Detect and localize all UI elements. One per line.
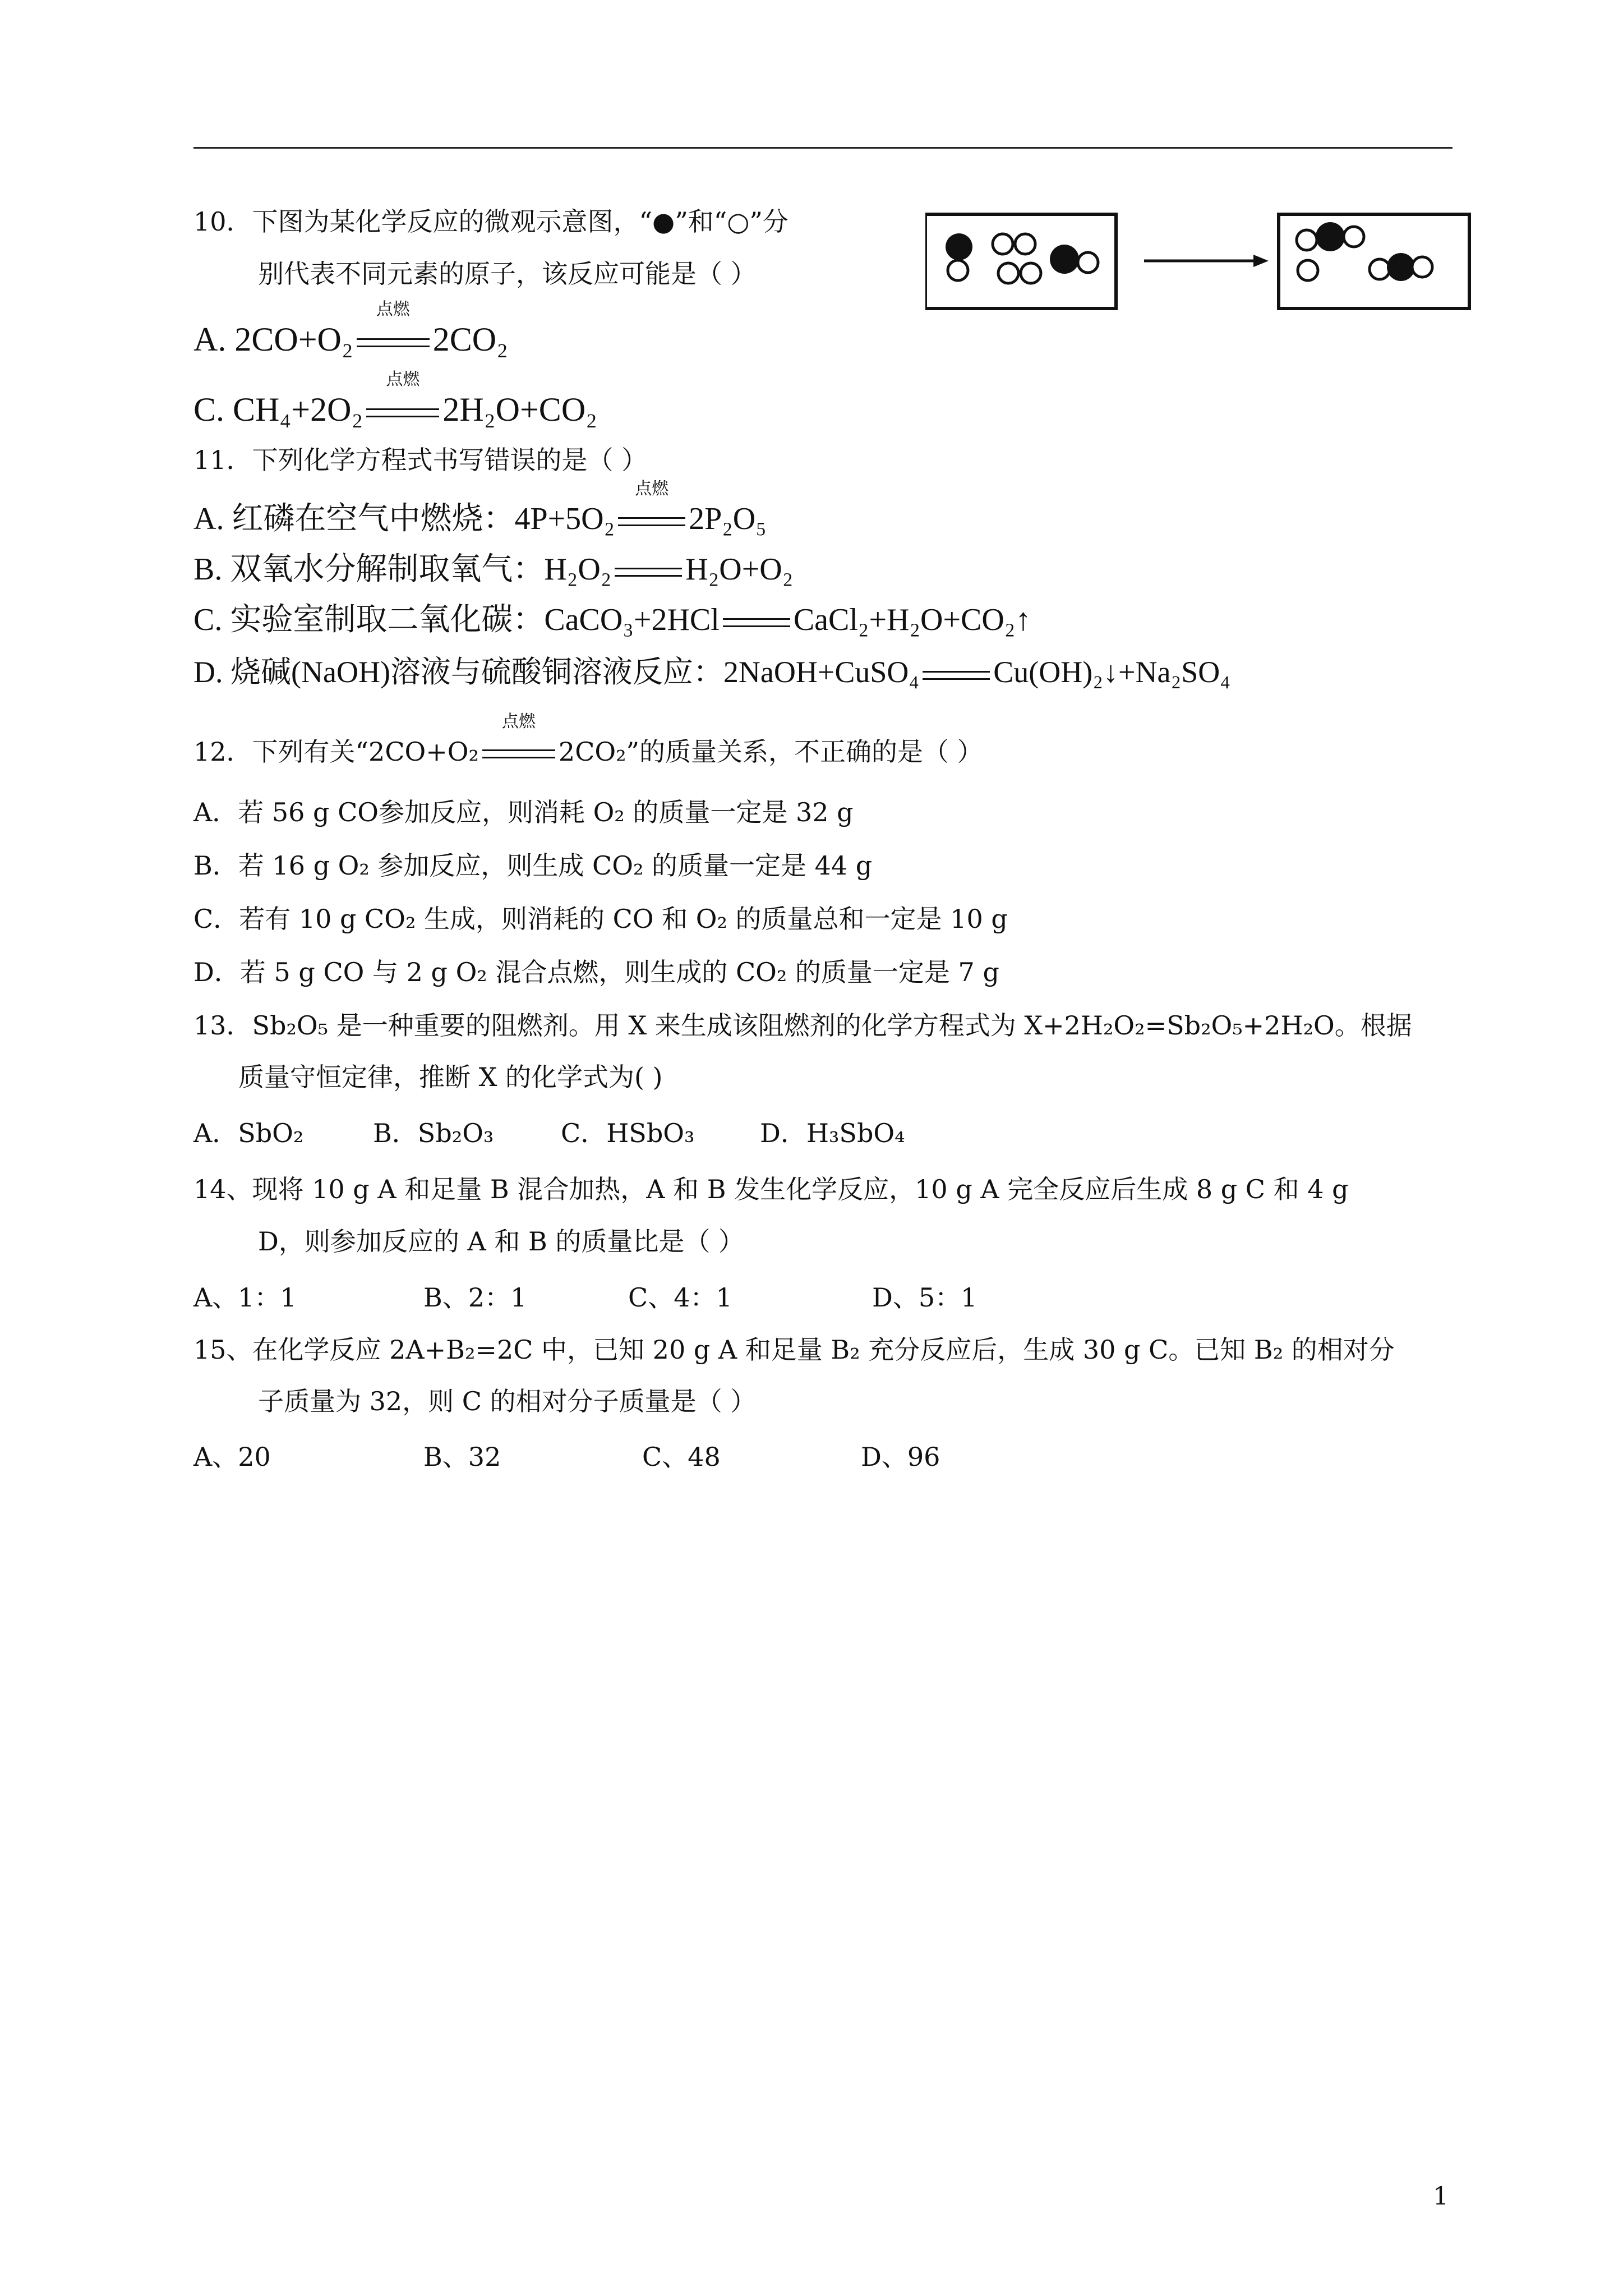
q12-option-d: D．若 5 g CO 与 2 g O₂ 混合点燃，则生成的 CO₂ 的质量一定是 7 g <box>193 957 999 987</box>
equation-reactants: C. 实验室制取二氧化碳：CaCO₃+2HCl <box>193 602 720 637</box>
atom-black <box>1316 222 1345 251</box>
q13-option-c: C．HSbO₃ <box>561 1118 695 1148</box>
condition-label: 点燃 <box>376 300 410 319</box>
q10-option-c <box>193 370 598 428</box>
q10-option-a <box>193 300 509 358</box>
reaction-condition-arrow <box>363 370 442 426</box>
atom-white <box>1370 259 1390 279</box>
equation-reactants: CH₄+2O₂ <box>233 391 363 428</box>
q10-stem-line2: 别代表不同元素的原子，该反应可能是（ ） <box>258 259 757 289</box>
q14-option-a: A、1：1 <box>193 1282 297 1313</box>
stem-suffix: 2CO₂”的质量关系，不正确的是（ ） <box>558 737 983 767</box>
stem-prefix: 12．下列有关“2CO+O₂ <box>193 737 479 767</box>
atom-white <box>1021 263 1041 283</box>
equation-products: 2H₂O+CO₂ <box>442 391 598 428</box>
q10-stem-line1: 10．下图为某化学反应的微观示意图，“●”和“○”分 <box>193 206 789 237</box>
q13-option-d: D．H₃SbO₄ <box>760 1118 905 1148</box>
header-rule <box>193 147 1453 149</box>
q11-option-b <box>193 553 793 586</box>
q13-stem-line2: 质量守恒定律，推断 X 的化学式为( ) <box>238 1062 663 1092</box>
q15-option-d: D、96 <box>861 1442 940 1472</box>
equals-sign <box>720 603 794 637</box>
atom-white <box>1015 234 1035 254</box>
q15-stem-line1: 15、在化学反应 2A+B₂=2C 中，已知 20 g A 和足量 B₂ 充分反应后，生成 30 g C。已知 B₂ 的相对分 <box>193 1335 1395 1365</box>
condition-label: 点燃 <box>635 479 669 499</box>
equals-sign <box>919 655 993 689</box>
q14-option-c: C、4：1 <box>628 1282 732 1313</box>
q13-stem-line1: 13．Sb₂O₅ 是一种重要的阻燃剂。用 X 来生成该阻燃剂的化学方程式为 X+2H₂O₂=Sb₂O₅+2H₂O。根据 <box>193 1010 1412 1041</box>
q15-option-a: A、20 <box>193 1442 271 1472</box>
q14-stem-line2: D，则参加反应的 A 和 B 的质量比是（ ） <box>258 1226 745 1257</box>
q15-option-b: B、32 <box>423 1442 501 1472</box>
equation-products: 2CO₂ <box>432 321 509 358</box>
q14-option-b: B、2：1 <box>423 1282 527 1313</box>
q11-option-d <box>193 655 1230 689</box>
equation-reactants: 2CO+O₂ <box>234 321 353 358</box>
q14-option-d: D、5：1 <box>872 1282 978 1313</box>
q13-option-b: B．Sb₂O₃ <box>373 1118 494 1148</box>
atom-white <box>1412 257 1432 277</box>
atom-white <box>1297 230 1317 250</box>
q11-option-c <box>193 603 1031 637</box>
atom-white <box>1344 227 1364 247</box>
q11-stem: 11．下列化学方程式书写错误的是（ ） <box>193 445 648 475</box>
q12-option-a: A．若 56 g CO参加反应，则消耗 O₂ 的质量一定是 32 g <box>193 797 854 827</box>
equation-reactants: D. 烧碱(NaOH)溶液与硫酸铜溶液反应：2NaOH+CuSO₄ <box>193 655 920 689</box>
equation-products: 2P₂O₅ <box>689 501 767 536</box>
reaction-condition-arrow <box>615 479 689 536</box>
atom-white <box>993 234 1013 254</box>
q15-stem-line2: 子质量为 32，则 C 的相对分子质量是（ ） <box>258 1386 757 1416</box>
q15-option-c: C、48 <box>642 1442 721 1472</box>
q12-stem <box>193 712 983 769</box>
q13-option-a: A．SbO₂ <box>193 1118 304 1148</box>
q12-option-b: B．若 16 g O₂ 参加反应，则生成 CO₂ 的质量一定是 44 g <box>193 850 873 881</box>
q14-stem-line1: 14、现将 10 g A 和足量 B 混合加热，A 和 B 发生化学反应，10 g A 完全反应后生成 8 g C 和 4 g <box>193 1174 1349 1204</box>
equation-reactants: A. 红磷在空气中燃烧：4P+5O₂ <box>193 501 615 536</box>
condition-label: 点燃 <box>501 712 536 731</box>
equation-products: Cu(OH)₂↓+Na₂SO₄ <box>993 655 1231 689</box>
equation-products: CaCl₂+H₂O+CO₂↑ <box>793 602 1031 637</box>
equation-products: H₂O+O₂ <box>685 552 794 587</box>
equals-sign <box>611 553 685 586</box>
atom-black <box>1050 245 1079 274</box>
atom-white <box>1298 260 1318 280</box>
reaction-condition-arrow <box>353 300 433 356</box>
q11-option-a <box>193 479 767 536</box>
reaction-condition-arrow <box>479 712 559 769</box>
atom-white <box>1078 252 1098 273</box>
atom-white <box>948 260 968 280</box>
page-number: 1 <box>1433 2182 1449 2211</box>
q12-option-c: C．若有 10 g CO₂ 生成，则消耗的 CO 和 O₂ 的质量总和一定是 10 g <box>193 904 1008 934</box>
condition-label: 点燃 <box>386 370 420 389</box>
atom-black <box>946 233 972 260</box>
option-label: C. <box>193 391 225 428</box>
option-label: A. <box>193 321 227 358</box>
equation-reactants: B. 双氧水分解制取氧气：H₂O₂ <box>193 552 612 587</box>
atom-white <box>998 263 1018 283</box>
reaction-micro-diagram <box>925 208 1475 320</box>
reaction-arrow-head <box>1253 255 1269 267</box>
